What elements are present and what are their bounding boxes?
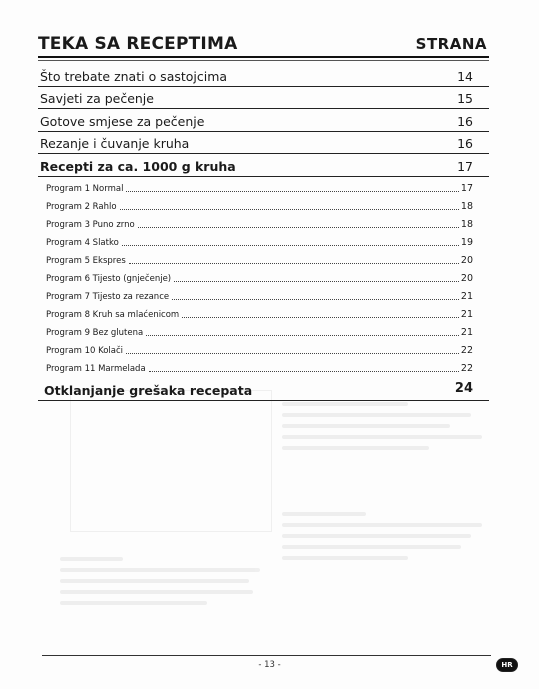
program-entry[interactable]: [38, 233, 489, 251]
dot-leader: [174, 281, 459, 282]
page-number: - 13 -: [258, 660, 281, 670]
program-entry[interactable]: [38, 179, 489, 197]
toc-entry-label: Recepti za ca. 1000 g kruha: [40, 158, 236, 174]
program-label: Program 11 Marmelada: [46, 363, 146, 374]
dot-leader: [182, 317, 459, 318]
toc-entry[interactable]: [38, 109, 489, 132]
program-page: 21: [460, 326, 473, 338]
toc-entry-label: Rezanje i čuvanje kruha: [40, 136, 190, 151]
program-list: [38, 179, 489, 377]
toc-entry-label: Gotove smjese za pečenje: [40, 113, 205, 129]
program-entry[interactable]: [38, 341, 489, 359]
toc-entry-page: 16: [457, 113, 473, 129]
program-entry[interactable]: [38, 359, 489, 377]
program-page: 19: [460, 236, 473, 248]
program-label: Program 7 Tijesto za rezance: [46, 291, 170, 302]
program-label: Program 3 Puno zrno: [46, 219, 135, 230]
dot-leader: [129, 263, 459, 264]
toc-entry-page: 16: [457, 136, 473, 151]
program-entry[interactable]: [38, 197, 489, 215]
dot-leader: [120, 209, 459, 210]
program-label: Program 5 Ekspres: [46, 255, 126, 266]
dot-leader: [126, 353, 459, 354]
dot-leader: [126, 191, 458, 192]
program-label: Program 10 Kolači: [46, 345, 124, 356]
program-label: Program 1 Normal: [46, 183, 124, 194]
toc-entry-label: Što trebate znati o sastojcima: [40, 68, 228, 84]
show-through-text: [60, 550, 270, 612]
program-entry[interactable]: [38, 269, 489, 287]
program-label: Program 6 Tijesto (gnječenje): [46, 273, 172, 284]
program-page: 22: [460, 362, 473, 374]
toc-entry-page: 24: [454, 380, 473, 396]
program-entry[interactable]: [38, 305, 489, 323]
dot-leader: [149, 371, 459, 372]
toc-entry-label: Savjeti za pečenje: [40, 91, 154, 106]
header-rule-thin: [38, 60, 489, 61]
program-label: Program 4 Slatko: [46, 237, 119, 248]
footer-rule: [42, 655, 491, 656]
program-entry[interactable]: [38, 251, 489, 269]
toc-entry-page: 14: [457, 68, 473, 84]
show-through-text: [282, 395, 492, 457]
toc-entry[interactable]: [38, 87, 489, 110]
program-page: 18: [460, 218, 473, 230]
dot-leader: [172, 299, 459, 300]
toc-entry[interactable]: [38, 132, 489, 155]
show-through-text: [282, 505, 492, 567]
program-entry[interactable]: [38, 287, 489, 305]
program-entry[interactable]: [38, 323, 489, 341]
toc-entry-recipes[interactable]: [38, 154, 489, 177]
toc-entry-label: Otklanjanje grešaka recepata: [44, 382, 253, 398]
program-page: 21: [460, 308, 473, 320]
program-label: Program 9 Bez glutena: [46, 327, 144, 338]
page-column-heading: STRANA: [415, 35, 487, 53]
toc-entry-page: 15: [457, 91, 473, 106]
show-through-table: [70, 390, 272, 532]
program-page: 18: [460, 200, 473, 212]
program-label: Program 2 Rahlo: [46, 201, 117, 212]
dot-leader: [138, 227, 459, 228]
program-page: 20: [460, 272, 473, 284]
toc-entry-page: 17: [457, 158, 473, 174]
program-page: 22: [460, 344, 473, 356]
toc-entry[interactable]: [38, 64, 489, 87]
dot-leader: [146, 335, 459, 336]
header-rule: [38, 56, 489, 58]
section-title: TEKA SA RECEPTIMA: [38, 34, 238, 54]
program-page: 17: [460, 182, 473, 194]
table-of-contents: [38, 64, 489, 401]
dot-leader: [122, 245, 459, 246]
program-page: 20: [460, 254, 473, 266]
program-page: 21: [460, 290, 473, 302]
language-badge: HR: [496, 658, 518, 672]
program-label: Program 8 Kruh sa mlaćenicom: [46, 309, 180, 320]
program-entry[interactable]: [38, 215, 489, 233]
